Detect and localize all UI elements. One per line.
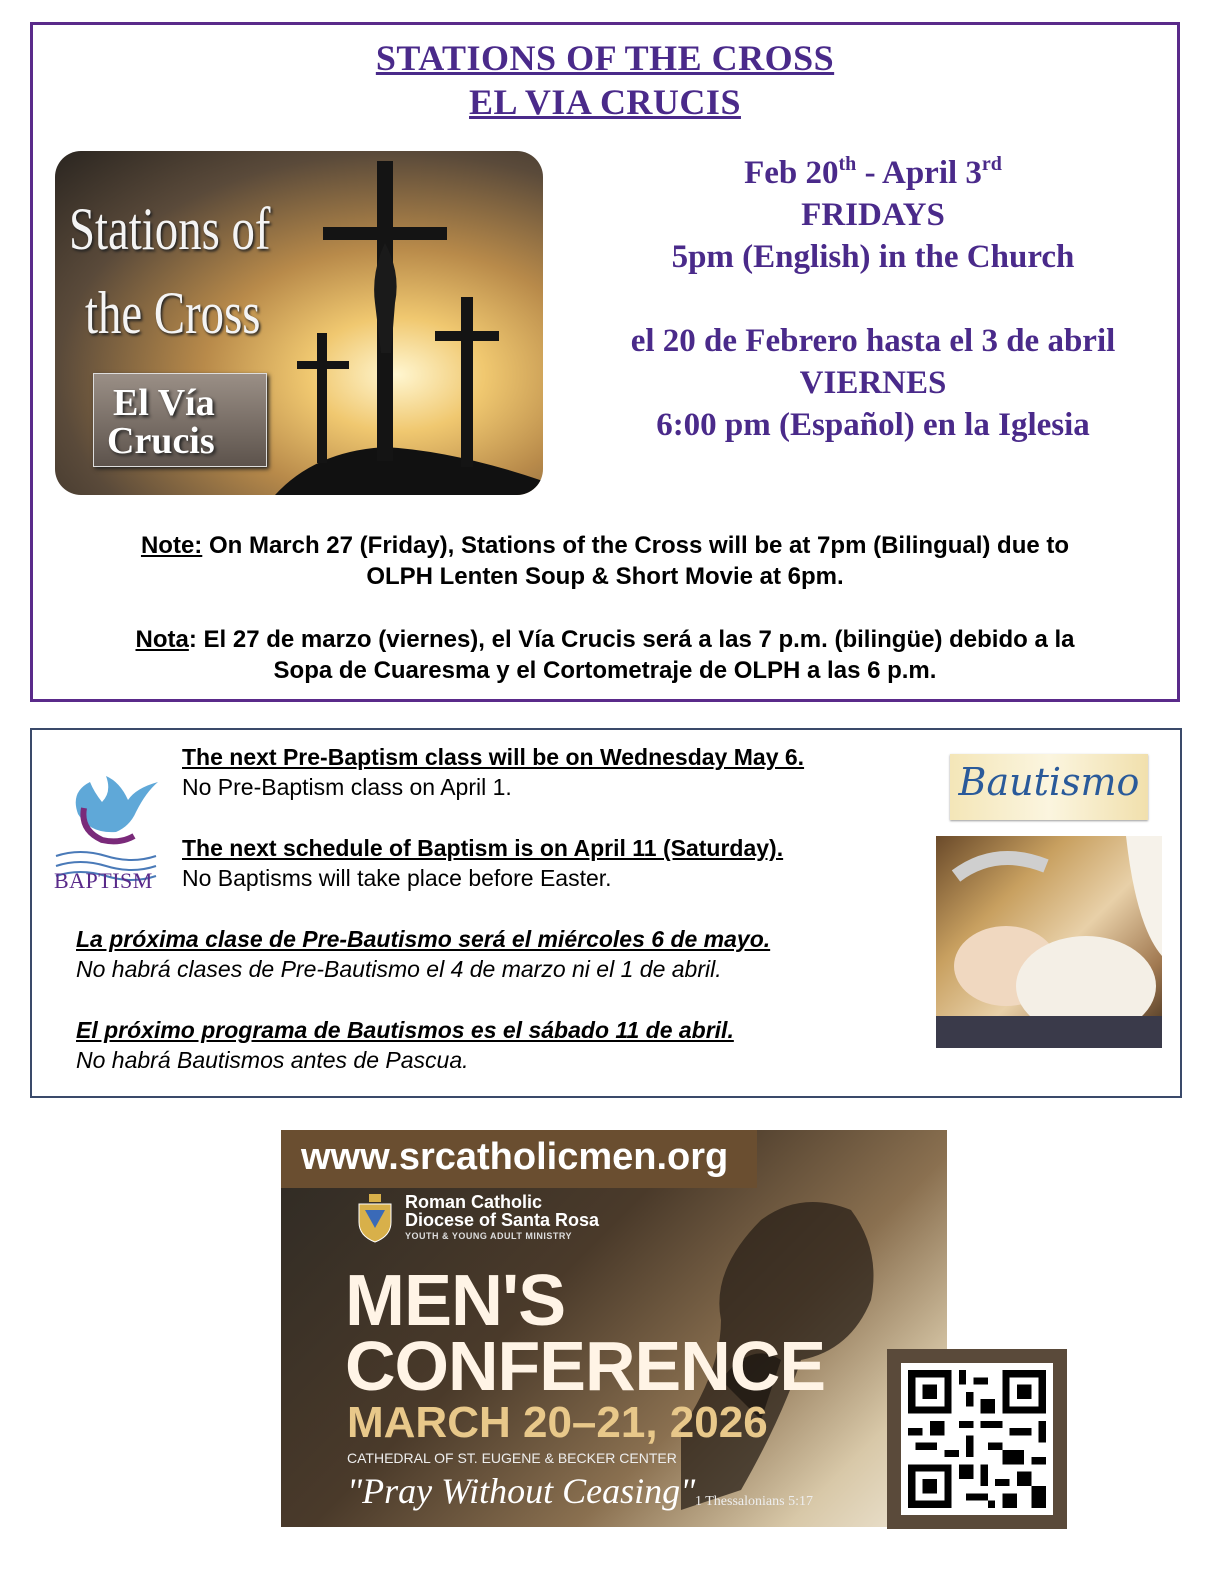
quote-reference: 1 Thessalonians 5:17: [695, 1494, 813, 1509]
prebaptism-text-en: No Pre-Baptism class on April 1.: [182, 774, 512, 800]
stations-section: [30, 22, 1180, 702]
baptism-schedule-heading-en: The next schedule of Baptism is on April 11 (Saturday).: [182, 835, 784, 861]
stations-title-en: STATIONS OF THE CROSS: [375, 38, 835, 78]
image-caption-line3: El Vía: [113, 382, 215, 424]
stations-title-es: EL VIA CRUCIS: [469, 82, 741, 122]
baptism-schedule-text-es: No habrá Bautismos antes de Pascua.: [76, 1047, 469, 1073]
mens-conference-banner: [281, 1130, 947, 1527]
conference-venue: CATHEDRAL OF ST. EUGENE & BECKER CENTER: [347, 1450, 677, 1466]
baptism-photo: [936, 836, 1162, 1048]
diocese-line3: YOUTH & YOUNG ADULT MINISTRY: [405, 1231, 572, 1241]
prebaptism-text-es: No habrá clases de Pre-Bautismo el 4 de marzo ni el 1 de abril.: [76, 956, 722, 982]
schedule-es-day: VIERNES: [799, 365, 947, 401]
schedule-en-time: 5pm (English) in the Church: [671, 239, 1075, 275]
baptism-schedule-text-en: No Baptisms will take place before Easter.: [182, 865, 612, 891]
schedule-es-time: 6:00 pm (Español) en la Iglesia: [656, 407, 1090, 443]
mens-title-line2: CONFERENCE: [345, 1327, 826, 1405]
schedule-en-dates: Feb 20th - April 3rd: [744, 153, 1002, 191]
url-banner: [281, 1130, 757, 1188]
schedule-es-dates: el 20 de Febrero hasta el 3 de abril: [630, 323, 1116, 359]
bautismo-label: Bautismo: [958, 760, 1140, 804]
image-caption-line4: Crucis: [107, 420, 215, 462]
diocese-line1: Roman Catholic: [405, 1192, 543, 1212]
stations-image: [55, 151, 543, 495]
bautismo-card: [950, 754, 1148, 820]
diocese-line2: Diocese of Santa Rosa: [405, 1210, 600, 1230]
qr-code-icon: [901, 1363, 1053, 1515]
qr-code[interactable]: [901, 1363, 1053, 1515]
image-caption-line2: the Cross: [85, 280, 261, 346]
schedule-en-day: FRIDAYS: [801, 197, 945, 233]
note-english: Note: On March 27 (Friday), Stations of the Cross will be at 7pm (Bilingual) due to OLPH Lenten Soup & Short Movie at 6pm.: [140, 532, 1070, 590]
conference-date: MARCH 20–21, 2026: [347, 1398, 768, 1447]
prebaptism-heading-en: The next Pre-Baptism class will be on Wednesday May 6.: [182, 744, 805, 770]
baptism-logo-label: BAPTISM: [54, 868, 153, 893]
note-spanish: Nota: El 27 de marzo (viernes), el Vía Crucis será a las 7 p.m. (bilingüe) debido a la Sopa de Cuaresma y el Cortometraje de OLPH a las 6 p.m.: [135, 626, 1075, 684]
mens-title-line1: MEN'S: [345, 1261, 566, 1341]
website-url: www.srcatholicmen.org: [301, 1136, 729, 1178]
baptism-schedule-heading-es: El próximo programa de Bautismos es el sábado 11 de abril.: [76, 1017, 734, 1043]
conference-quote: "Pray Without Ceasing": [347, 1471, 696, 1511]
baptism-section: [30, 728, 1182, 1098]
prebaptism-heading-es: La próxima clase de Pre-Bautismo será el miércoles 6 de mayo.: [76, 926, 771, 952]
qr-code-frame: [887, 1349, 1067, 1529]
image-caption-line1: Stations of: [69, 196, 271, 262]
diocese-crest-icon: [355, 1192, 395, 1244]
